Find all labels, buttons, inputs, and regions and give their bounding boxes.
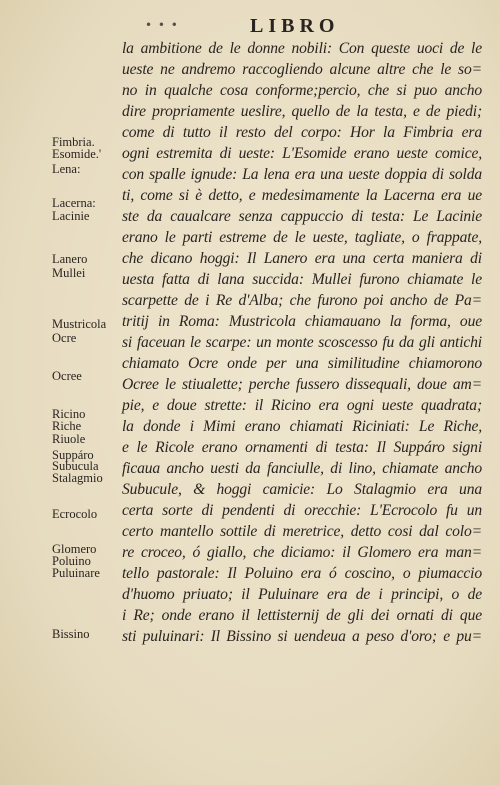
margin-note: Lanero [52, 252, 88, 267]
text-line: e le Ricole erano ornamenti di testa: Il Suppáro signi [122, 439, 482, 456]
text-line: che dicano hoggi: Il Lanero era una certa maniera di [122, 250, 482, 267]
text-line: chiamato Ocre onde per una similitudine chiamorono [122, 355, 482, 372]
margin-note: Puluinare [52, 566, 100, 581]
text-line: Ocree le stiualette; perche fussero dissequali, doue am= [122, 376, 482, 393]
text-line: no in qualche cosa conforme;percio, che si puo ancho [122, 82, 482, 99]
margin-note: Fimbria. [52, 134, 95, 149]
text-line: si faceuan le scarpe: un monte scoscesso fu da gli antichi [122, 334, 482, 351]
text-line: ficaua ancho uesti da fanciulle, di lino, chiamate ancho [122, 460, 482, 477]
margin-note: Lacinie [52, 209, 90, 224]
text-line: Subucule, & hoggi camicie: Lo Stalagmio era una [122, 481, 482, 498]
margin-note: Ocre [52, 331, 77, 345]
text-line: certo mantello sottile di meretrice, detto cosi dal colo= [122, 523, 482, 540]
margin-note: Ricino [52, 406, 86, 421]
text-line: la ambitione de le donne nobili: Con queste uoci de le [122, 40, 482, 57]
margin-note: Ocree [52, 368, 82, 383]
margin-note: Lacerna: [52, 195, 96, 210]
main-text-block [122, 38, 482, 647]
text-line: la donde i Mimi erano chiamati Riciniati: Le Riche, [122, 418, 482, 435]
margin-note: Riuole [52, 431, 86, 446]
margin-note: Riche [52, 419, 82, 434]
margin-note: Bissino [52, 627, 90, 642]
text-line: pie, e doue strette: il Ricino era ogni ueste quadrata; [122, 397, 482, 414]
text-line: erano le parti estreme de le ueste, tagliate, o frappate, [122, 229, 482, 246]
text-line: ueste ne andremo raccogliendo alcune altre che le so= [122, 61, 482, 78]
text-line: certa sorte di pendenti di orecchie: L'Ecrocolo fu un [122, 502, 482, 519]
margin-note: Stalagmio [52, 470, 103, 485]
text-line: tritij in Roma: Mustricola chiamauano la forma, oue [122, 313, 482, 330]
text-line: sti puluinari: Il Bissino si uendeua a peso d'oro; e pu= [122, 628, 482, 645]
text-line: tello pastorale: Il Poluino era ó coscino, o piumaccio [122, 565, 482, 582]
margin-note: Lena: [52, 161, 81, 176]
margin-note: Glomero [52, 542, 97, 557]
margin-note: Subucula [52, 459, 99, 474]
text-line: d'huomo priuato; il Puluinare era de i principi, o de [122, 586, 482, 603]
text-line: come di tutto il resto del corpo: Hor la Fimbria era [122, 124, 482, 141]
text-line: ogni estremita di ueste: L'Esomide erano ueste comice, [122, 145, 482, 162]
text-line: i Re; onde erano il lettisternij de gli dei ornati di que [122, 607, 482, 624]
text-line: ti, come si è detto, e medesimamente la Lacerna era ue [122, 187, 482, 204]
margin-notes [0, 0, 122, 785]
folio-marks: • • • [145, 18, 179, 32]
margin-note: Poluino [52, 553, 91, 568]
margin-note: Esomide.' [52, 147, 102, 162]
text-line: re croceo, ó giallo, che diciamo: il Glomero era man= [122, 544, 482, 561]
text-line: con spalle ignude: La lena era una ueste doppia di solda [122, 166, 482, 183]
text-line: ste da caualcare senza cappuccio di testa: Le Lacinie [122, 208, 482, 225]
margin-note: Ecrocolo [52, 507, 98, 522]
text-line: dire propriamente ueslire, quello de la testa, e de piedi; [122, 103, 482, 120]
margin-note: Suppáro [52, 447, 94, 462]
running-head: LIBRO [250, 15, 340, 37]
text-line: uesta fatta di lana succida: Mullei furono chiamate le [122, 271, 482, 288]
margin-note: Mullei [52, 265, 86, 280]
text-line: scarpette de i Re d'Alba; che furono poi ancho de Pa= [122, 292, 482, 309]
margin-note: Mustricola [52, 317, 107, 332]
